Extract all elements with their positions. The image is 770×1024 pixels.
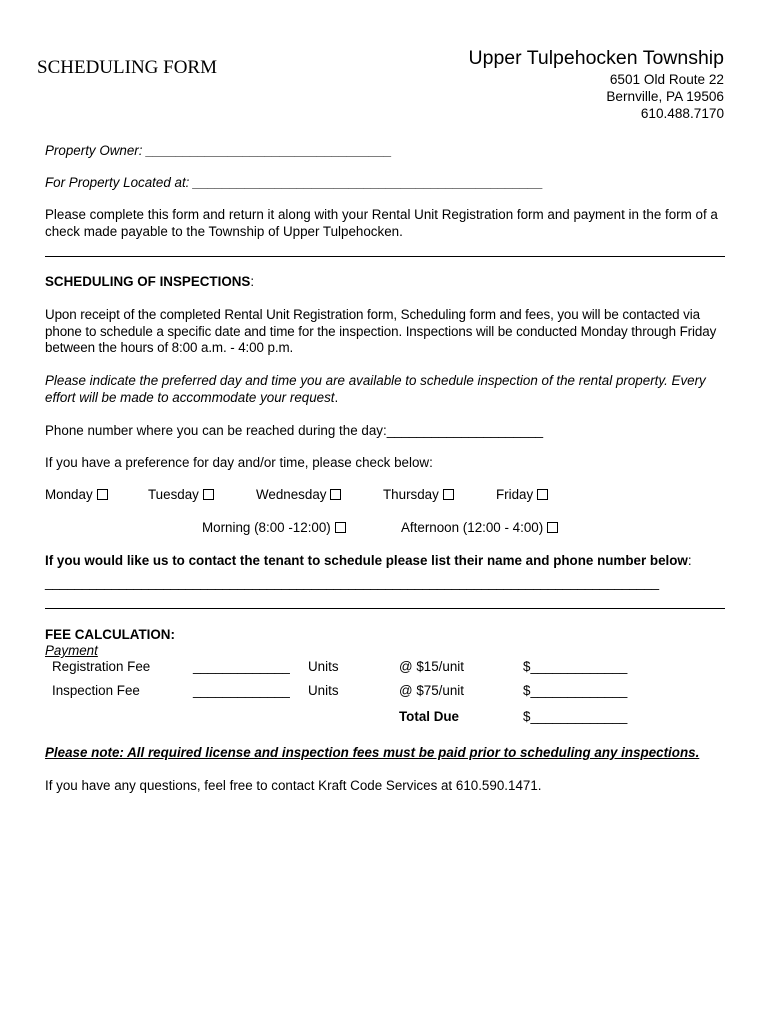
registration-units-field[interactable]: _____________ — [193, 659, 290, 674]
registration-units-label: Units — [308, 659, 339, 674]
scheduling-heading-colon: : — [250, 274, 255, 289]
org-phone: 610.488.7170 — [640, 106, 724, 121]
fee-heading: FEE CALCULATION: — [45, 627, 175, 642]
form-title: SCHEDULING FORM — [37, 57, 217, 78]
time-morning-label: Morning (8:00 -12:00) — [202, 520, 331, 535]
property-location-label: For Property Located at: — [45, 175, 190, 190]
address-line2: Bernville, PA 19506 — [606, 89, 724, 104]
inspection-units-field[interactable]: _____________ — [193, 683, 290, 698]
phone-field[interactable]: _____________________ — [386, 423, 544, 438]
inspection-amount-field[interactable]: $_____________ — [523, 683, 628, 698]
tenant-prompt — [45, 553, 692, 568]
property-owner-label: Property Owner: — [45, 143, 143, 158]
tenant-prompt-colon: : — [687, 553, 692, 568]
property-owner-row — [45, 143, 392, 158]
day-thursday[interactable] — [383, 487, 454, 502]
registration-rate: @ $15/unit — [399, 659, 464, 674]
day-wednesday[interactable] — [256, 487, 341, 502]
check-prompt: If you have a preference for day and/or time, please check below: — [45, 455, 433, 470]
property-location-field[interactable]: _______________________________________________ — [193, 175, 544, 190]
inspection-units-label: Units — [308, 683, 339, 698]
day-wednesday-label: Wednesday — [256, 487, 327, 502]
phone-label: Phone number where you can be reached during the day: — [45, 423, 387, 438]
inspection-fee-label: Inspection Fee — [52, 683, 140, 698]
time-morning-checkbox[interactable] — [335, 522, 346, 533]
scheduling-heading — [45, 274, 254, 289]
day-thursday-checkbox[interactable] — [443, 489, 454, 500]
address-line1: 6501 Old Route 22 — [609, 72, 724, 87]
scheduling-body: Upon receipt of the completed Rental Unit Registration form, Scheduling form and fees, you will be contacted via phone to schedule a specific date and time for the inspection. Inspections will be conducted Monday through Friday between the hours of 8:00 a.m. - 4:00 p.m. — [45, 307, 717, 356]
section-divider — [45, 256, 725, 257]
registration-fee-label: Registration Fee — [52, 659, 151, 674]
day-monday[interactable] — [45, 487, 108, 502]
total-due-label: Total Due — [399, 709, 460, 724]
tenant-prompt-text: If you would like us to contact the tenant to schedule please list their name and phone number below — [45, 553, 688, 568]
payment-subheading: Payment — [45, 643, 98, 658]
intro-paragraph: Please complete this form and return it along with your Rental Unit Registration form and payment in the form of a check made payable to the Township of Upper Tulpehocken. — [45, 207, 718, 239]
time-morning[interactable] — [202, 520, 346, 535]
section-divider — [45, 608, 725, 609]
day-wednesday-checkbox[interactable] — [330, 489, 341, 500]
day-friday-checkbox[interactable] — [537, 489, 548, 500]
time-afternoon-checkbox[interactable] — [547, 522, 558, 533]
time-afternoon-label: Afternoon (12:00 - 4:00) — [401, 520, 544, 535]
day-monday-label: Monday — [45, 487, 93, 502]
preference-note — [45, 373, 735, 406]
preference-note-end: . — [334, 389, 339, 405]
day-friday[interactable] — [496, 487, 548, 502]
total-due-field[interactable]: $_____________ — [523, 709, 628, 724]
day-tuesday-label: Tuesday — [148, 487, 199, 502]
preference-note-text: Please indicate the preferred day and time you are available to schedule inspection of the rental property. Every effort will be made to accommodate your request — [45, 373, 706, 405]
fee-notice: Please note: All required license and inspection fees must be paid prior to scheduling any inspections. — [45, 745, 700, 760]
day-thursday-label: Thursday — [383, 487, 439, 502]
registration-amount-field[interactable]: $_____________ — [523, 659, 628, 674]
contact-text: If you have any questions, feel free to contact Kraft Code Services at 610.590.1471. — [45, 778, 542, 793]
property-owner-field[interactable]: _________________________________ — [146, 143, 392, 158]
day-friday-label: Friday — [496, 487, 534, 502]
org-name: Upper Tulpehocken Township — [468, 47, 724, 69]
day-tuesday-checkbox[interactable] — [203, 489, 214, 500]
day-monday-checkbox[interactable] — [97, 489, 108, 500]
inspection-rate: @ $75/unit — [399, 683, 464, 698]
scheduling-heading-text: SCHEDULING OF INSPECTIONS — [45, 274, 251, 289]
tenant-field[interactable]: ___________________________________________________________________________________ — [45, 575, 659, 590]
phone-row — [45, 423, 543, 438]
day-tuesday[interactable] — [148, 487, 214, 502]
property-location-row — [45, 175, 543, 190]
time-afternoon[interactable] — [401, 520, 558, 535]
